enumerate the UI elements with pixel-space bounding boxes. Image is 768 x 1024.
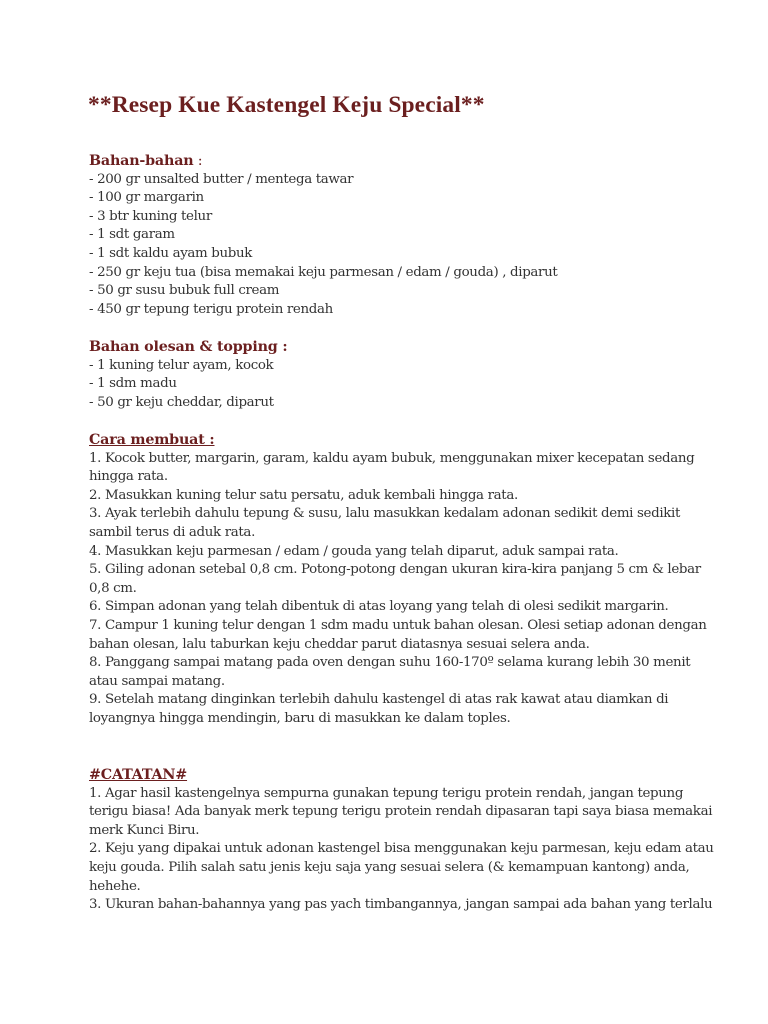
page-title: **Resep Kue Kastengel Keju Special** [88, 92, 485, 118]
method-line: 4. Masukkan keju parmesan / edam / gouda yang telah diparut, aduk sampai rata. [89, 543, 619, 559]
topping-item: - 1 kuning telur ayam, kocok [89, 357, 274, 373]
method-line: 0,8 cm. [89, 580, 137, 596]
method-line: 2. Masukkan kuning telur satu persatu, aduk kembali hingga rata. [89, 487, 518, 503]
notes-line: 1. Agar hasil kastengelnya sempurna gunakan tepung terigu protein rendah, jangan tepung [89, 785, 684, 801]
topping-item: - 50 gr keju cheddar, diparut [89, 394, 274, 410]
method-line: 9. Setelah matang dinginkan terlebih dahulu kastengel di atas rak kawat atau diamkan di [89, 692, 669, 708]
method-line: hingga rata. [89, 469, 168, 485]
method-heading: Cara membuat : [89, 432, 215, 448]
ingredients-section [89, 152, 729, 319]
topping-section [89, 338, 729, 412]
notes-line: 2. Keju yang dipakai untuk adonan kastengel bisa menggunakan keju parmesan, keju edam atau [89, 841, 714, 857]
method-line: 1. Kocok butter, margarin, garam, kaldu ayam bubuk, menggunakan mixer kecepatan sedang [89, 450, 695, 466]
ingredients-heading-text: Bahan-bahan [89, 153, 194, 169]
ingredients-heading [89, 152, 729, 171]
method-section [89, 431, 729, 729]
ingredient-item: - 3 btr kuning telur [89, 208, 212, 224]
method-line: 5. Giling adonan setebal 0,8 cm. Potong-potong dengan ukuran kira-kira panjang 5 cm & lebar [89, 562, 701, 578]
notes-section [89, 766, 729, 915]
method-line: sambil terus di aduk rata. [89, 524, 255, 540]
ingredient-item: - 1 sdt kaldu ayam bubuk [89, 245, 253, 261]
notes-line: 3. Ukuran bahan-bahannya yang pas yach timbangannya, jangan sampai ada bahan yang terlalu [89, 897, 713, 913]
notes-line: hehehe. [89, 878, 141, 894]
notes-heading: #CATATAN# [89, 767, 188, 783]
ingredient-item: - 200 gr unsalted butter / mentega tawar [89, 171, 354, 187]
ingredient-item: - 1 sdt garam [89, 227, 175, 243]
ingredient-item: - 250 gr keju tua (bisa memakai keju parmesan / edam / gouda) , diparut [89, 264, 558, 280]
ingredient-item: - 100 gr margarin [89, 190, 204, 206]
method-line: loyangnya hingga mendingin, baru di masukkan ke dalam toples. [89, 710, 511, 726]
method-line: 3. Ayak terlebih dahulu tepung & susu, lalu masukkan kedalam adonan sedikit demi sedikit [89, 506, 680, 522]
method-line: 8. Panggang sampai matang pada oven dengan suhu 160-170º selama kurang lebih 30 menit [89, 655, 691, 671]
notes-line: merk Kunci Biru. [89, 822, 200, 838]
method-line: atau sampai matang. [89, 673, 225, 689]
method-line: 6. Simpan adonan yang telah dibentuk di atas loyang yang telah di olesi sedikit margarin. [89, 599, 669, 615]
topping-heading: Bahan olesan & topping : [89, 339, 288, 355]
method-line: bahan olesan, lalu taburkan keju cheddar parut diatasnya sesuai selera anda. [89, 636, 590, 652]
ingredient-item: - 450 gr tepung terigu protein rendah [89, 301, 333, 317]
method-line: 7. Campur 1 kuning telur dengan 1 sdm madu untuk bahan olesan. Olesi setiap adonan dengan [89, 617, 707, 633]
topping-item: - 1 sdm madu [89, 376, 177, 392]
ingredient-item: - 50 gr susu bubuk full cream [89, 283, 280, 299]
notes-line: keju gouda. Pilih salah satu jenis keju saja yang sesuai selera (& kemampuan kantong) anda, [89, 859, 690, 875]
ingredients-heading-colon: : [193, 153, 203, 169]
notes-line: terigu biasa! Ada banyak merk tepung terigu protein rendah dipasaran tapi saya biasa memakai [89, 804, 713, 820]
